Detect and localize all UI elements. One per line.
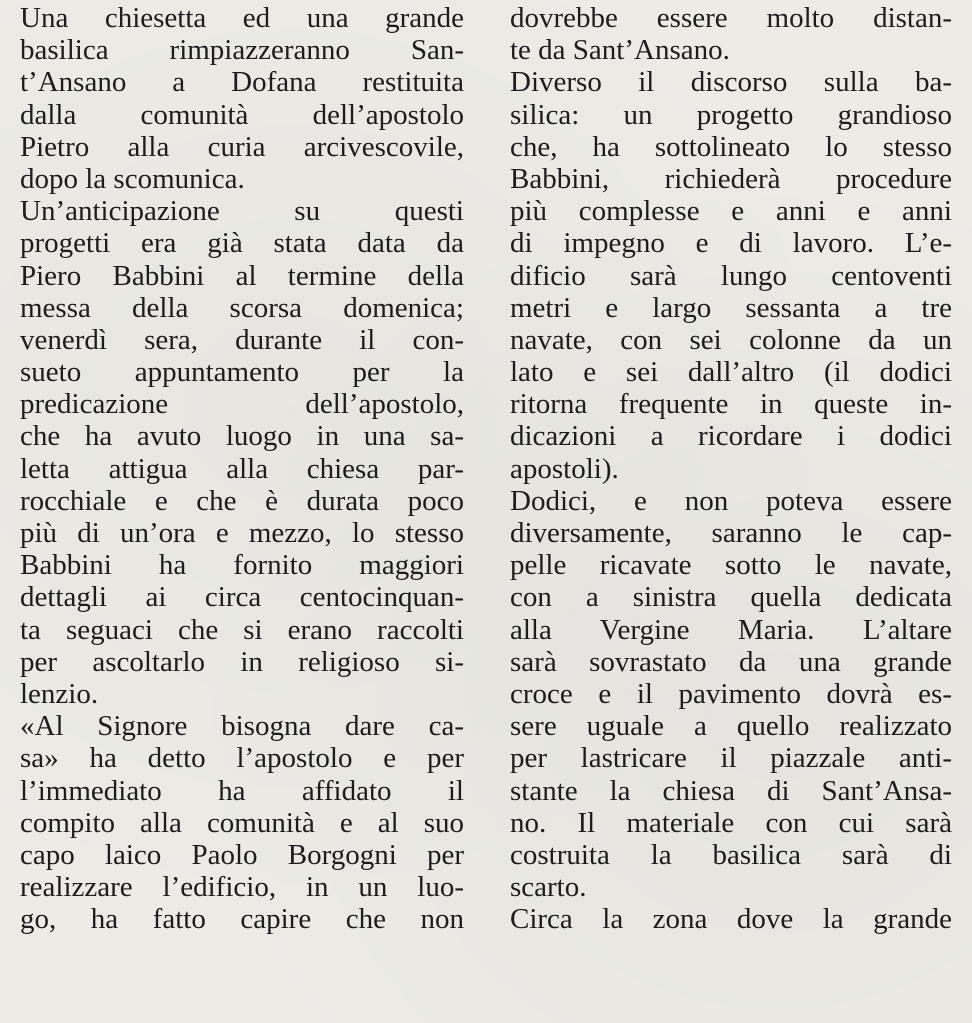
text-line: alla Vergine Maria. L’altare	[510, 613, 952, 646]
text-line: apostoli).	[510, 452, 619, 485]
text-line: Babbini ha fornito maggiori	[20, 549, 464, 582]
text-line: croce e il pavimento dovrà es-	[510, 677, 952, 710]
right-column	[510, 2, 952, 935]
text-line: basilica rimpiazzeranno San-	[20, 34, 464, 67]
text-line: lenzio.	[20, 677, 99, 710]
text-line: Una chiesetta ed una grande	[20, 2, 464, 34]
text-line: go, ha fatto capire che non	[20, 903, 464, 936]
text-line: Circa la zona dove la grande	[510, 903, 952, 936]
text-line: Babbini, richiederà procedure	[510, 162, 952, 195]
text-line: per ascoltarlo in religioso si-	[20, 645, 464, 678]
text-line: costruita la basilica sarà di	[510, 838, 952, 871]
text-line: te da Sant’Ansano.	[510, 34, 730, 67]
text-line: Pietro alla curia arcivescovile,	[20, 130, 464, 163]
text-line: sueto appuntamento per la	[20, 356, 464, 389]
text-line: dettagli ai circa centocinquan-	[20, 581, 464, 614]
text-line: metri e largo sessanta a tre	[510, 291, 952, 324]
text-line: dicazioni a ricordare i dodici	[510, 420, 952, 453]
text-line: sere uguale a quello realizzato	[510, 710, 952, 743]
text-line: compito alla comunità e al suo	[20, 806, 464, 839]
text-line: che, ha sottolineato lo stesso	[510, 130, 952, 163]
left-column	[20, 2, 464, 935]
text-line: «Al Signore bisogna dare ca-	[20, 710, 464, 743]
text-line: capo laico Paolo Borgogni per	[20, 838, 464, 871]
text-line: t’Ansano a Dofana restituita	[20, 66, 464, 99]
text-line: navate, con sei colonne da un	[510, 323, 952, 356]
text-line: silica: un progetto grandioso	[510, 98, 952, 131]
text-line: con a sinistra quella dedicata	[510, 581, 952, 614]
text-line: messa della scorsa domenica;	[20, 291, 464, 324]
text-line: Piero Babbini al termine della	[20, 259, 464, 292]
text-line: stante la chiesa di Sant’Ansa-	[510, 774, 952, 807]
text-line: ta seguaci che si erano raccolti	[20, 613, 464, 646]
text-line: Un’anticipazione su questi	[20, 195, 464, 228]
text-line: Dodici, e non poteva essere	[510, 484, 952, 517]
text-line: più di un’ora e mezzo, lo stesso	[20, 517, 464, 549]
text-line: predicazione dell’apostolo,	[20, 388, 464, 421]
text-line: l’immediato ha affidato il	[20, 774, 464, 807]
text-line: diversamente, saranno le cap-	[510, 517, 952, 549]
text-line: letta attigua alla chiesa par-	[20, 452, 464, 485]
text-line: sarà sovrastato da una grande	[510, 645, 952, 678]
text-line: Diverso il discorso sulla ba-	[510, 66, 952, 99]
text-line: venerdì sera, durante il con-	[20, 323, 464, 356]
text-line: dificio sarà lungo centoventi	[510, 259, 952, 292]
text-line: che ha avuto luogo in una sa-	[20, 420, 464, 453]
text-line: per lastricare il piazzale anti-	[510, 742, 952, 775]
text-line: ritorna frequente in queste in-	[510, 388, 952, 421]
text-line: pelle ricavate sotto le navate,	[510, 549, 952, 582]
text-line: lato e sei dall’altro (il dodici	[510, 356, 952, 389]
text-line: progetti era già stata data da	[20, 227, 464, 260]
text-line: sa» ha detto l’apostolo e per	[20, 742, 464, 775]
text-line: più complesse e anni e anni	[510, 195, 952, 228]
text-line: rocchiale e che è durata poco	[20, 484, 464, 517]
text-line: di impegno e di lavoro. L’e-	[510, 227, 952, 260]
text-line: no. Il materiale con cui sarà	[510, 806, 952, 839]
text-line: dovrebbe essere molto distan-	[510, 2, 952, 34]
text-line: dopo la scomunica.	[20, 162, 245, 195]
text-line: dalla comunità dell’apostolo	[20, 98, 464, 131]
text-line: scarto.	[510, 871, 587, 904]
text-line: realizzare l’edificio, in un luo-	[20, 871, 464, 904]
